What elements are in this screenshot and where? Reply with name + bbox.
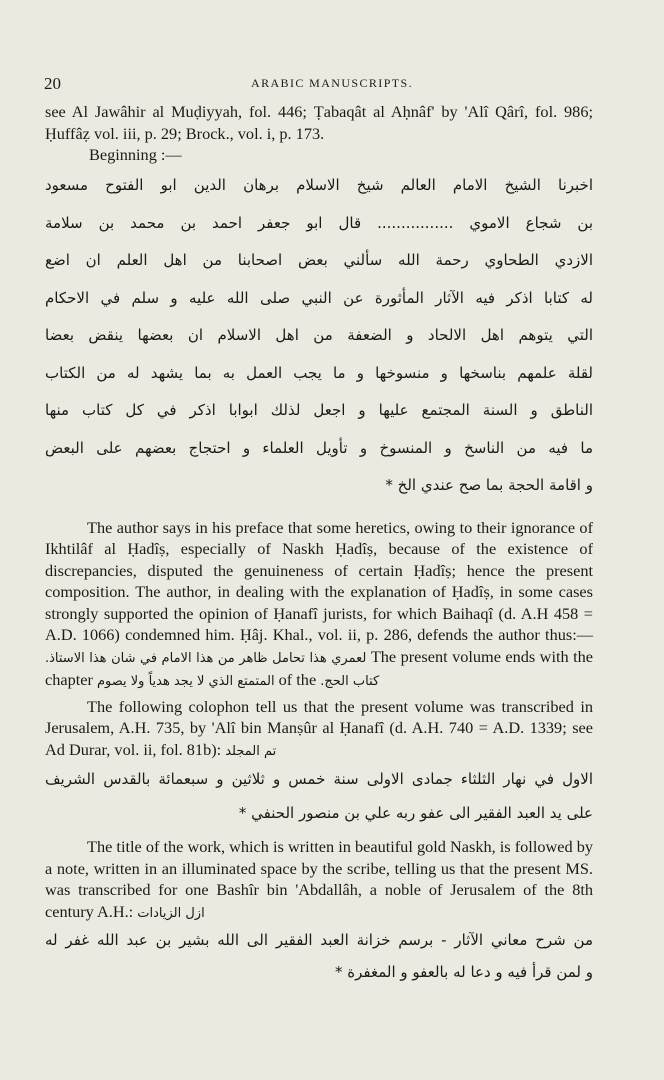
description-paragraph xyxy=(45,517,593,693)
description-text-2: The present volume ends with the chapter xyxy=(45,646,593,689)
arabic-inline-quote: لعمري هذا تحامل ظاهر من هذا الامام في شان هذا الاستاذ. xyxy=(45,650,367,666)
arabic-line: اخبرنا الشيخ الامام العالم شيخ الاسلام برهان الدين ابو الفتوح مسعود xyxy=(45,176,593,194)
page-body xyxy=(45,101,593,988)
arabic-line: من شرح معاني الآثار - برسم خزانة العبد الفقير الى الله بشير بن عبد الله غفر له xyxy=(45,931,593,949)
arabic-line: الازدي الطحاوي رحمة الله سألني بعض اصحابنا من اهل العلم ان اضع xyxy=(45,251,593,269)
colophon-paragraph xyxy=(45,696,593,763)
arabic-line: و لمن قرأ فيه و دعا له بالعفو و المغفرة * xyxy=(335,963,593,981)
colophon-text: The following colophon tell us that the present volume was transcribed in Jerusalem, A.H. 735, by 'Alî bin Manṣûr al Ḥanafî (d. A.H. 740 = A.D. 1339; see Ad Durar, vol. ii, fol. 81b): xyxy=(45,696,593,759)
colophon-arabic xyxy=(45,762,593,830)
description-text-3: of the xyxy=(278,670,317,689)
intro-references: see Al Jawâhir al Muḍiyyah, fol. 446; Ṭabaqât al Aḥnâf' by 'Alî Qârî, fol. 986; Ḥuffâẓ vol. iii, p. 29; Brock., vol. i, p. 173. xyxy=(45,102,593,143)
arabic-line: له كتابا اذكر فيه الآثار المأثورة عن النبي صلى الله عليه و سلم في الاحكام xyxy=(45,288,593,307)
title-note-text: The title of the work, which is written in beautiful gold Naskh, is followed by a note, written in an illuminated space by the scribe, telling us that the present MS. was transcribed for one Bashîr bin 'Abdallâh, a noble of Jerusalem of the 8th century A.H.: xyxy=(45,837,593,921)
beginning-label: Beginning :— xyxy=(89,145,182,164)
arabic-line: و اقامة الحجة بما صح عندي الخ * xyxy=(385,476,593,494)
arabic-inline-title-start: ازل الزيادات xyxy=(137,905,205,921)
arabic-line: بن شجاع الاموي ................ قال ابو جعفر احمد بن محمد بن سلامة xyxy=(45,213,593,232)
arabic-line: على يد العبد الفقير الى عفو ربه علي بن منصور الحنفي * xyxy=(238,804,593,822)
page-number: 20 xyxy=(44,74,61,93)
arabic-line: الناطق و السنة المجتمع عليها و اجعل لذلك ابوابا اذكر في كل كتاب منها xyxy=(45,401,593,419)
arabic-line: التي يتوهم اهل الالحاد و الضعفة من اهل الاسلام ان بعضها ينقض بعضا xyxy=(45,326,593,344)
description-text: The author says in his preface that some heretics, owing to their ignorance of Ikhtilâf al Ḥadîṣ, especially of Naskh Ḥadîṣ, because of the existence of discrepancies, disputed the genuineness of certain Ḥadîṣ; hence the present composition. The author, in dealing with the explanation of Ḥadîṣ, in some cases strongly supported the opinion of Ḥanafî jurists, for which Baihaqî (d. A.H 458 = A.D. 1066) condemned him. Ḥâj. Khal., vol. ii, p. 286, defends the author thus:— xyxy=(45,517,593,644)
arabic-inline-chapter: المتمتع الذي لا يجد هدياً ولا يصوم xyxy=(96,674,275,689)
running-title: ARABIC MANUSCRIPTS. xyxy=(251,76,413,90)
title-note-paragraph xyxy=(45,836,593,924)
beginning-arabic-quote xyxy=(45,167,593,505)
arabic-line: ما فيه من الناسخ و المنسوخ و تأويل العلماء و احتجاج بعضهم على البعض xyxy=(45,438,593,457)
arabic-line: الاول في نهار الثلثاء جمادى الاولى سنة خمس و ثلاثين و سبعمائة بالقدس الشريف xyxy=(45,770,593,788)
arabic-line: لقلة علمهم بناسخها و منسوخها و ما يجب العمل به بما يشهد له من الكتاب xyxy=(45,363,593,382)
arabic-inline-colophon-start: تم المجلد xyxy=(225,743,277,759)
page-header xyxy=(44,74,620,94)
title-note-arabic xyxy=(45,924,593,988)
arabic-inline-book: كتاب الحج. xyxy=(320,674,380,689)
